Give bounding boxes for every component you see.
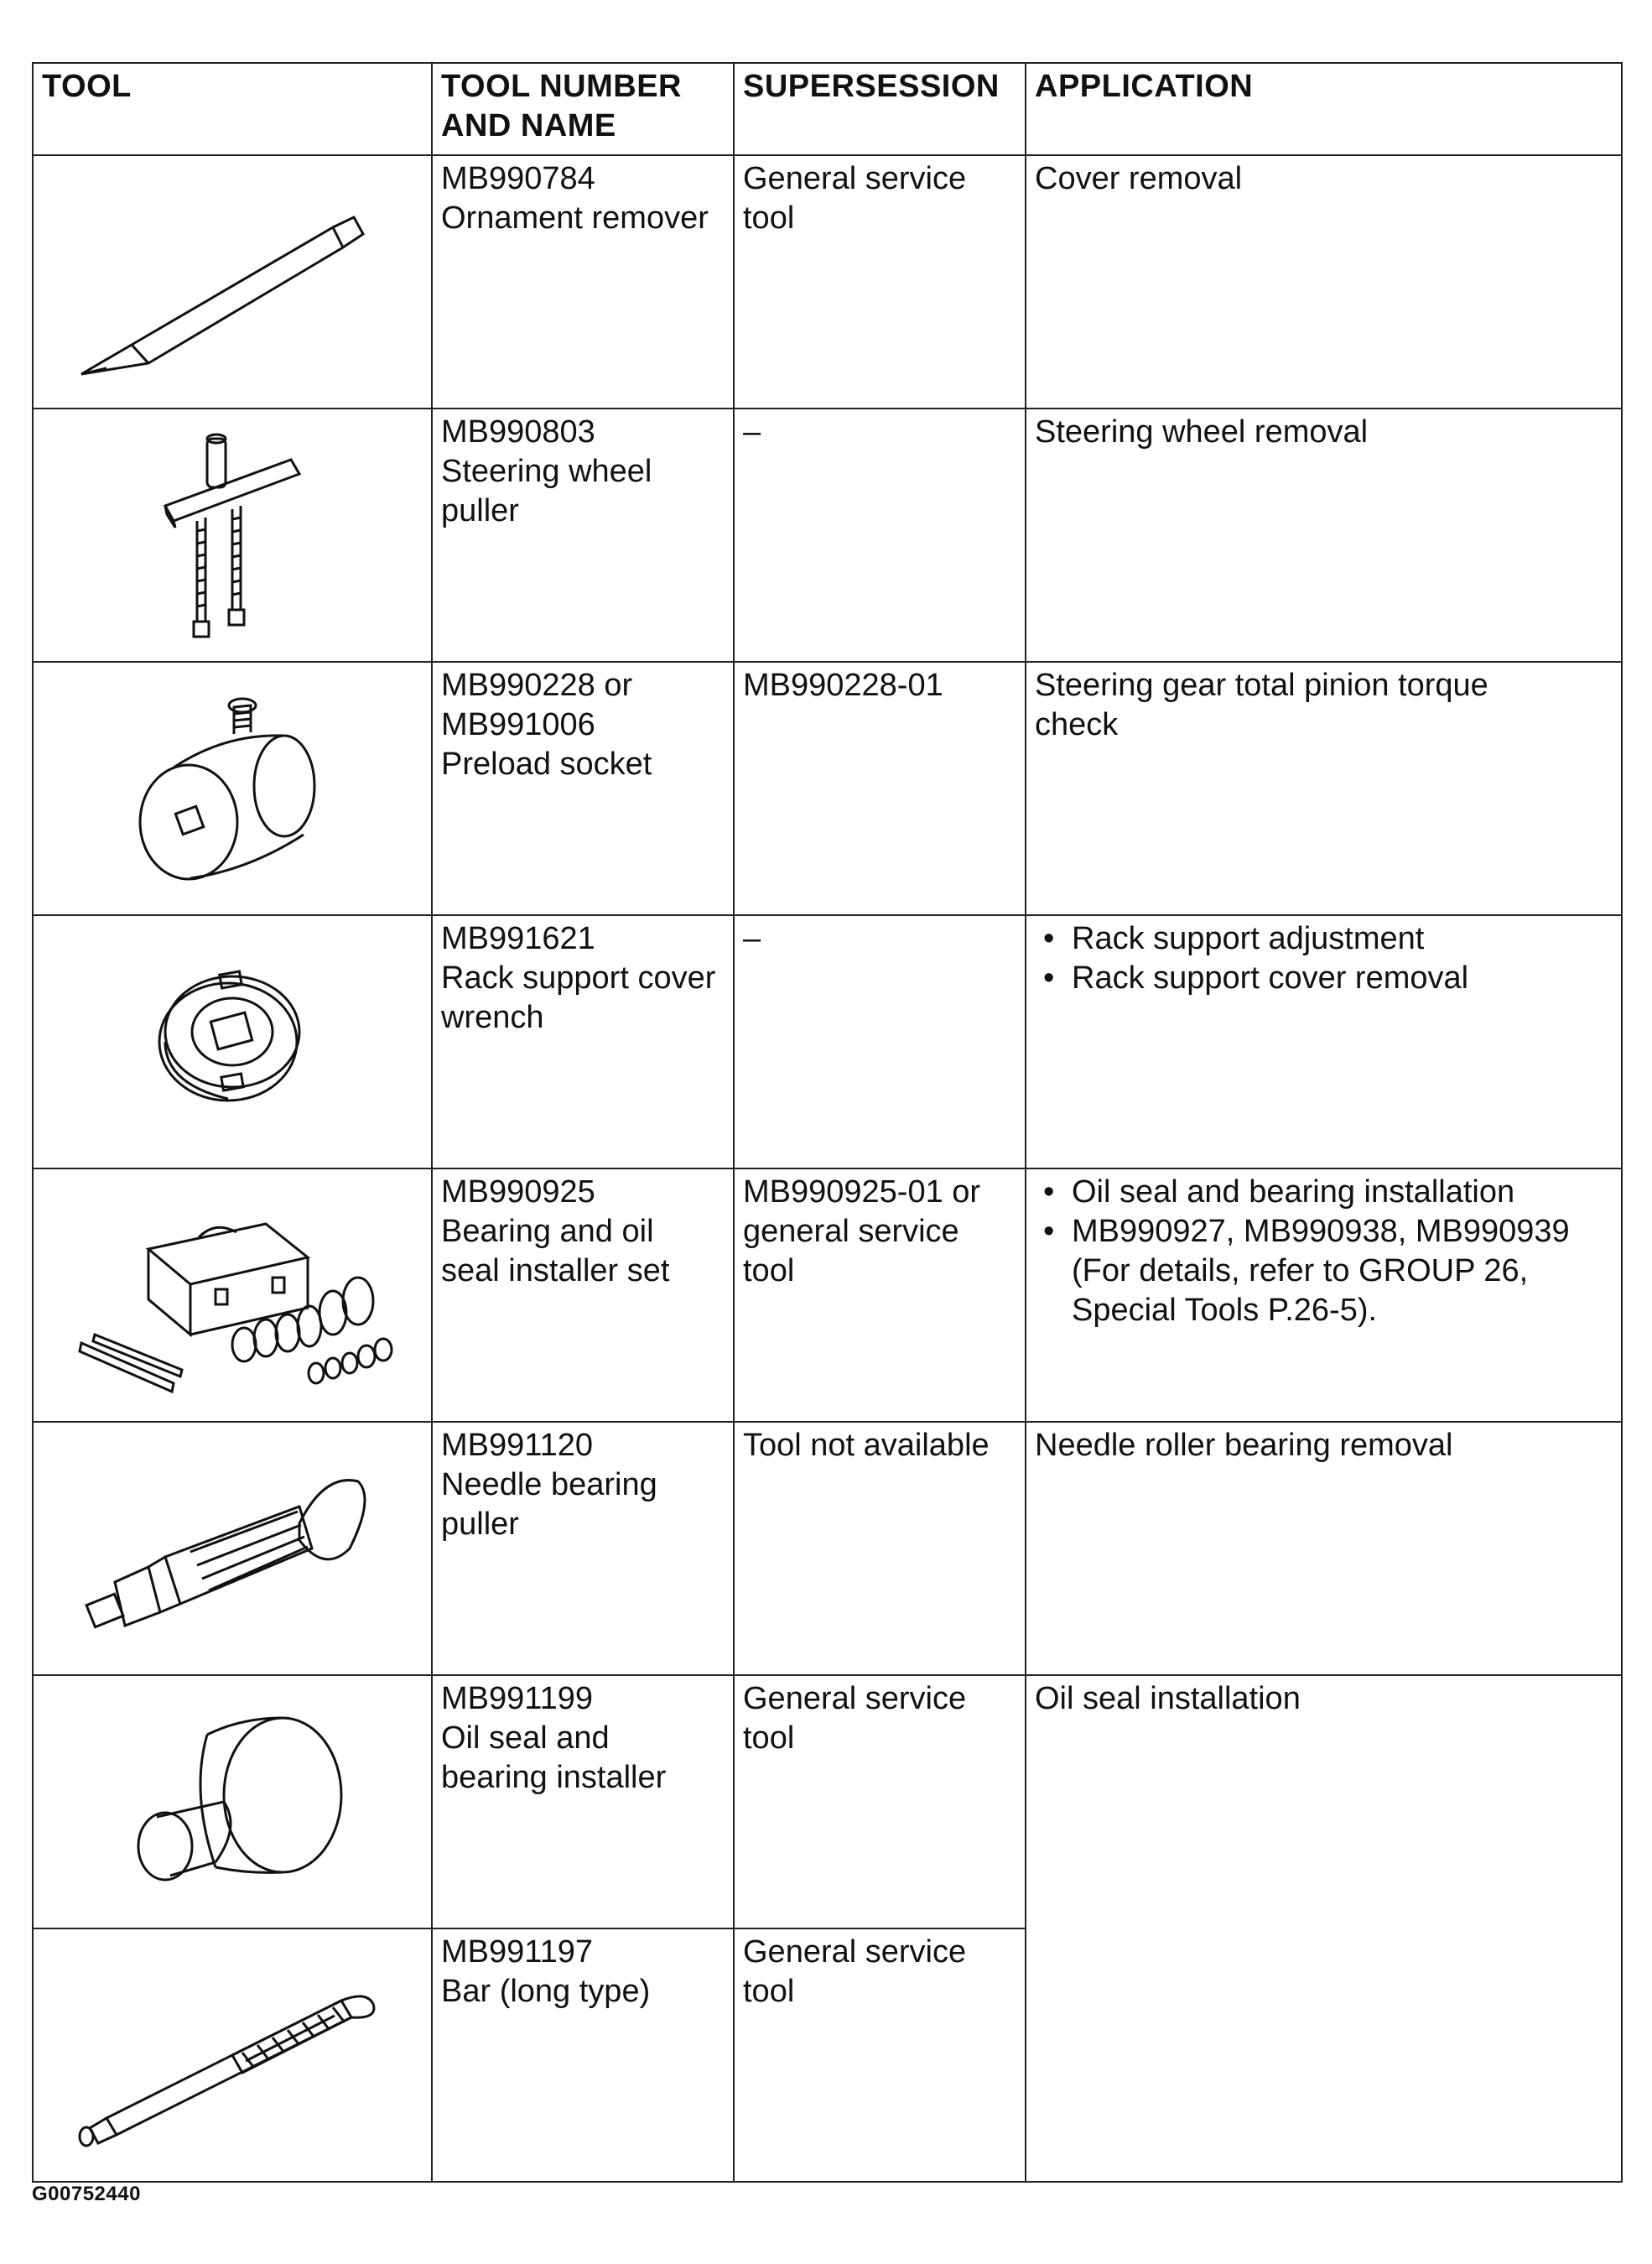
tool-image-cell <box>33 155 432 409</box>
tool-number-name-cell <box>432 1168 734 1422</box>
table-row <box>33 662 1622 915</box>
application-bullet-list <box>1035 919 1613 998</box>
tool-name-text: Bearing and oil <box>441 1214 654 1249</box>
oil-seal-bearing-installer-icon <box>106 1701 358 1902</box>
tool-name-text: Needle bearing <box>441 1467 657 1502</box>
bearing-oil-seal-installer-set-icon <box>56 1190 408 1400</box>
tool-name-text: wrench <box>441 1000 544 1035</box>
table-row <box>33 409 1622 662</box>
supersession-cell <box>734 155 1026 409</box>
supersession-text: tool <box>743 1720 795 1756</box>
application-text: Special Tools P.26-5). <box>1072 1293 1378 1328</box>
supersession-cell <box>734 662 1026 915</box>
tool-image-cell <box>33 1422 432 1675</box>
application-bullet: • Rack support adjustment <box>1072 919 1613 959</box>
application-text: check <box>1035 707 1119 742</box>
application-text: • MB990927, MB990938, MB990939 <box>1072 1214 1570 1249</box>
supersession-text: MB990925-01 or <box>743 1174 981 1210</box>
tool-number-text: MB991199 <box>441 1681 593 1716</box>
tool-number-name-cell <box>432 1675 734 1928</box>
tool-number-name-cell <box>432 155 734 409</box>
tool-number-text: MB991197 <box>441 1934 593 1970</box>
supersession-cell <box>734 1675 1026 1928</box>
application-cell <box>1026 915 1622 1168</box>
tool-number-text: MB990925 <box>441 1174 595 1210</box>
table-header-row <box>33 63 1622 155</box>
application-bullet: • Oil seal and bearing installation <box>1072 1173 1613 1212</box>
supersession-cell <box>734 1422 1026 1675</box>
tool-name-text: Bar (long type) <box>441 1974 651 2009</box>
header-supersession <box>734 63 1026 155</box>
tool-image-cell <box>33 662 432 915</box>
application-cell <box>1026 1168 1622 1422</box>
supersession-text: General service <box>743 1681 967 1716</box>
application-bullet-list <box>1035 1173 1613 1330</box>
header-application <box>1026 63 1622 155</box>
table-row <box>33 1168 1622 1422</box>
application-cell <box>1026 1422 1622 1675</box>
application-text: (For details, refer to GROUP 26, <box>1072 1253 1529 1288</box>
supersession-text: – <box>743 921 761 956</box>
supersession-text: General service <box>743 161 967 196</box>
tool-name-text: puller <box>441 493 519 528</box>
application-text: Oil seal installation <box>1035 1681 1301 1716</box>
application-text: Steering wheel removal <box>1035 414 1369 450</box>
supersession-text: tool <box>743 200 795 236</box>
tool-name-text: bearing installer <box>441 1760 667 1795</box>
tool-name-text: Preload socket <box>441 747 652 782</box>
tool-name-text: seal installer set <box>441 1253 670 1288</box>
tool-number-text: MB990803 <box>441 414 595 450</box>
tool-number-name-cell <box>432 915 734 1168</box>
tool-name-text: Oil seal and <box>441 1720 610 1756</box>
tool-name-text: Ornament remover <box>441 200 709 236</box>
application-text: Steering gear total pinion torque <box>1035 668 1488 703</box>
tool-number-text: MB991120 <box>441 1428 593 1463</box>
tool-number-text: MB991006 <box>441 707 595 742</box>
special-tools-sheet <box>32 62 1621 2166</box>
table-row <box>33 155 1622 409</box>
header-tool <box>33 63 432 155</box>
tool-number-name-cell <box>432 662 734 915</box>
tool-number-text: MB990784 <box>441 161 595 196</box>
tool-number-name-cell <box>432 1422 734 1675</box>
supersession-text: Tool not available <box>743 1428 990 1463</box>
application-cell <box>1026 662 1622 915</box>
table-row <box>33 1675 1622 1928</box>
application-text: Cover removal <box>1035 161 1243 196</box>
application-bullet <box>1072 1212 1613 1330</box>
supersession-text: general service <box>743 1214 959 1249</box>
supersession-text: MB990228-01 <box>743 668 943 703</box>
supersession-cell <box>734 1168 1026 1422</box>
tool-image-cell <box>33 409 432 662</box>
table-row <box>33 915 1622 1168</box>
tool-image-cell <box>33 1168 432 1422</box>
tool-name-text: puller <box>441 1507 519 1542</box>
table-row <box>33 1422 1622 1675</box>
supersession-text: – <box>743 414 761 450</box>
header-tool-label: TOOL <box>42 69 132 104</box>
application-text: Needle roller bearing removal <box>1035 1428 1453 1463</box>
figure-id: G00752440 <box>32 2183 141 2205</box>
application-cell <box>1026 1675 1622 2182</box>
steering-wheel-puller-icon <box>148 422 316 648</box>
application-bullet: • Rack support cover removal <box>1072 959 1613 998</box>
header-number-line: TOOL NUMBER <box>441 69 682 104</box>
tool-name-text: Steering wheel <box>441 454 652 489</box>
tool-number-text: MB991621 <box>441 921 595 956</box>
needle-bearing-puller-icon <box>73 1448 392 1649</box>
header-supersession-label: SUPERSESSION <box>743 69 1000 104</box>
tool-image-cell <box>33 1675 432 1928</box>
application-cell <box>1026 155 1622 409</box>
application-cell <box>1026 409 1622 662</box>
header-application-label: APPLICATION <box>1035 69 1254 104</box>
ornament-remover-icon <box>56 169 408 395</box>
tool-number-name-cell <box>432 1928 734 2182</box>
rack-support-cover-wrench-icon <box>140 950 325 1134</box>
bar-long-type-icon <box>56 1950 408 2160</box>
tool-image-cell <box>33 915 432 1168</box>
tool-image-cell <box>33 1928 432 2182</box>
tool-number-name-cell <box>432 409 734 662</box>
supersession-text: tool <box>743 1253 795 1288</box>
header-tool-number-name <box>432 63 734 155</box>
header-number-line: AND NAME <box>441 108 616 143</box>
supersession-cell <box>734 409 1026 662</box>
tool-number-text: MB990228 or <box>441 668 633 703</box>
tool-name-text: Rack support cover <box>441 960 716 996</box>
supersession-text: tool <box>743 1974 795 2009</box>
special-tools-table <box>32 62 1623 2183</box>
preload-socket-icon <box>123 684 341 893</box>
supersession-text: General service <box>743 1934 967 1970</box>
supersession-cell <box>734 915 1026 1168</box>
supersession-cell <box>734 1928 1026 2182</box>
